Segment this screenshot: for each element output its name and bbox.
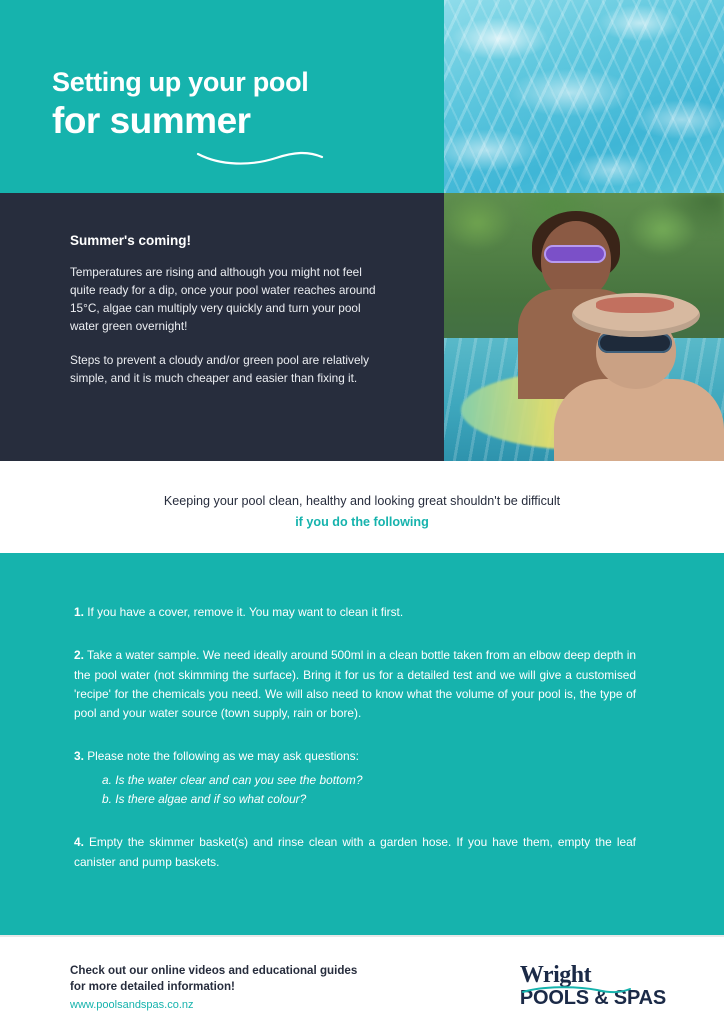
step-text: If you have a cover, remove it. You may want to clean it first. (87, 605, 404, 619)
woman-hat-band (596, 297, 674, 313)
step-sub-list (74, 771, 636, 810)
intro-people-photo (444, 193, 724, 461)
footer-line-1: Check out our online videos and educational guides (70, 964, 358, 977)
step-sub-item: b. Is there algae and if so what colour? (102, 791, 307, 806)
step-text: Take a water sample. We need ideally around 500ml in a clean bottle taken from an elbow deep depth in the pool water (not skimming the surface). Bring it for us for a detailed test and we will give a customised 'recipe' for the chemicals you need. We will also need to know what the volume of your pool is, the type of pool and your water source (town supply, rain or bore). (74, 648, 636, 721)
step-number: 2. (74, 648, 84, 663)
logo-swoosh-icon (522, 985, 632, 995)
footer-text-block (70, 963, 357, 1011)
page-title (52, 68, 308, 142)
steps-section (0, 553, 724, 935)
intro-heading: Summer's coming! (70, 233, 191, 248)
steps-list (74, 603, 636, 872)
step-text: Please note the following as we may ask questions: (87, 749, 359, 764)
website-link[interactable]: www.poolsandspas.co.nz (70, 998, 194, 1011)
company-logo (520, 963, 666, 1008)
intro-section (0, 193, 724, 461)
step-item (74, 747, 636, 809)
intro-text-block (70, 233, 382, 404)
step-text: Empty the skimmer basket(s) and rinse clean with a garden hose. If you have them, empty the leaf canister and pump baskets. (74, 835, 636, 869)
hero-banner (0, 0, 724, 193)
hero-pool-photo (444, 0, 724, 193)
intro-paragraph-2: Steps to prevent a cloudy and/or green pool are relatively simple, and it is much cheaper and easier than fixing it. (70, 352, 370, 385)
footer (0, 935, 724, 1024)
title-line-2: for summer (52, 99, 251, 141)
logo-wordmark-wright: Wright (519, 962, 592, 988)
subheading-band (0, 461, 724, 553)
swoosh-underline-icon (196, 148, 326, 166)
woman-body (554, 379, 724, 461)
subheading-line-1: Keeping your pool clean, healthy and looking great shouldn't be difficult (163, 494, 561, 508)
footer-divider (0, 935, 724, 937)
intro-paragraph-1: Temperatures are rising and although you might not feel quite ready for a dip, once your pool water reaches around 15°C, algae can multiply very quickly and turn your pool water green overnight! (70, 265, 376, 333)
step-number: 3. (74, 749, 84, 764)
girl-sunglasses (544, 245, 606, 263)
title-line-1: Setting up your pool (52, 67, 309, 97)
subheading-line-2: if you do the following (295, 515, 429, 529)
step-number: 4. (74, 835, 84, 850)
footer-line-2: for more detailed information! (70, 980, 235, 994)
step-item (74, 646, 636, 723)
logo-wordmark-pools-spas: POOLS & SPAS (519, 987, 666, 1009)
step-number: 1. (74, 605, 84, 619)
pool-water-texture (444, 0, 724, 193)
step-item (74, 833, 636, 872)
step-item (74, 603, 636, 622)
step-sub-item: a. Is the water clear and can you see the bottom? (102, 772, 363, 787)
